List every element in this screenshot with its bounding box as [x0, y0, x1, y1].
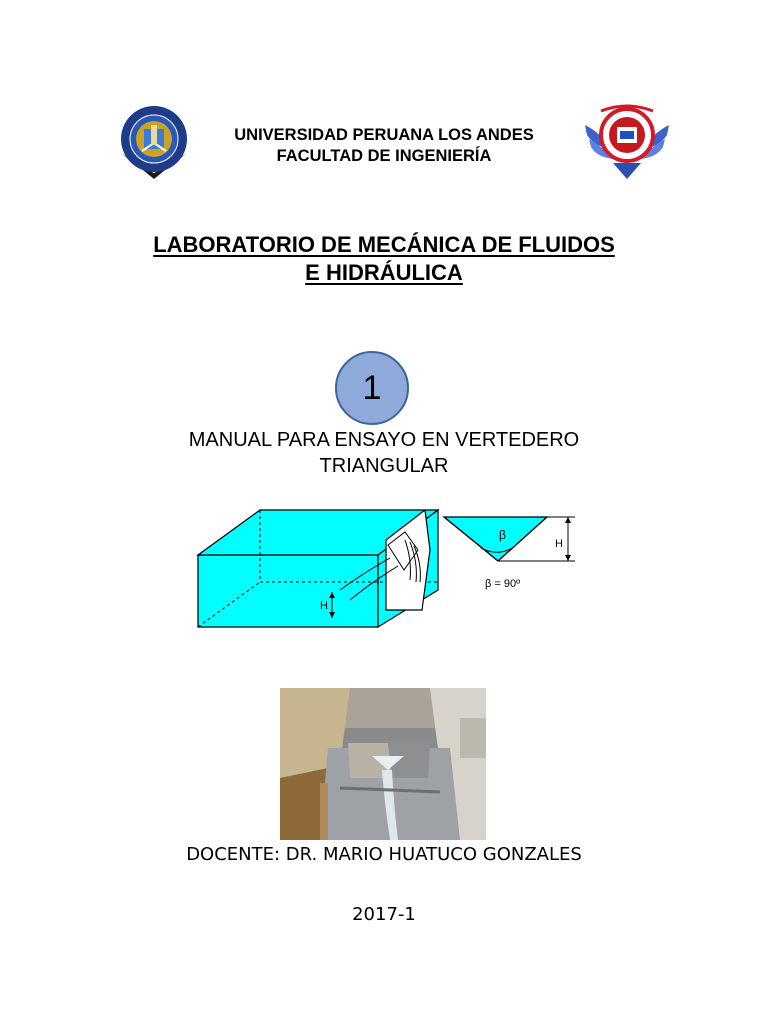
beta-value: β = 90º: [485, 578, 521, 590]
h-label-notch: H: [555, 538, 563, 550]
subtitle-line-2: TRIANGULAR: [319, 455, 449, 477]
v-notch-water: [444, 517, 547, 561]
h-label-box: H: [320, 600, 328, 612]
weir-photo: [280, 688, 486, 840]
channel-front-face: [198, 555, 378, 627]
lab-title-line-2: E HIDRÁULICA: [305, 260, 463, 285]
academic-year: 2017-1: [352, 904, 416, 925]
manual-number-badge: [335, 351, 409, 425]
weir-diagram: [190, 500, 590, 635]
lab-title: [60, 231, 708, 287]
subtitle-line-1: MANUAL PARA ENSAYO EN VERTEDERO: [188, 429, 580, 451]
faculty-name: FACULTAD DE INGENIERÍA: [276, 147, 492, 165]
lab-title-line-1: LABORATORIO DE MECÁNICA DE FLUIDOS: [153, 232, 615, 257]
beta-label: β: [499, 528, 506, 542]
teacher-name: DOCENTE: DR. MARIO HUATUCO GONZALES: [186, 844, 582, 865]
manual-number: 1: [362, 368, 382, 407]
manual-subtitle: [60, 427, 708, 479]
university-name: UNIVERSIDAD PERUANA LOS ANDES: [234, 126, 534, 144]
university-header: [180, 125, 588, 167]
faculty-crest-logo: [583, 103, 671, 181]
